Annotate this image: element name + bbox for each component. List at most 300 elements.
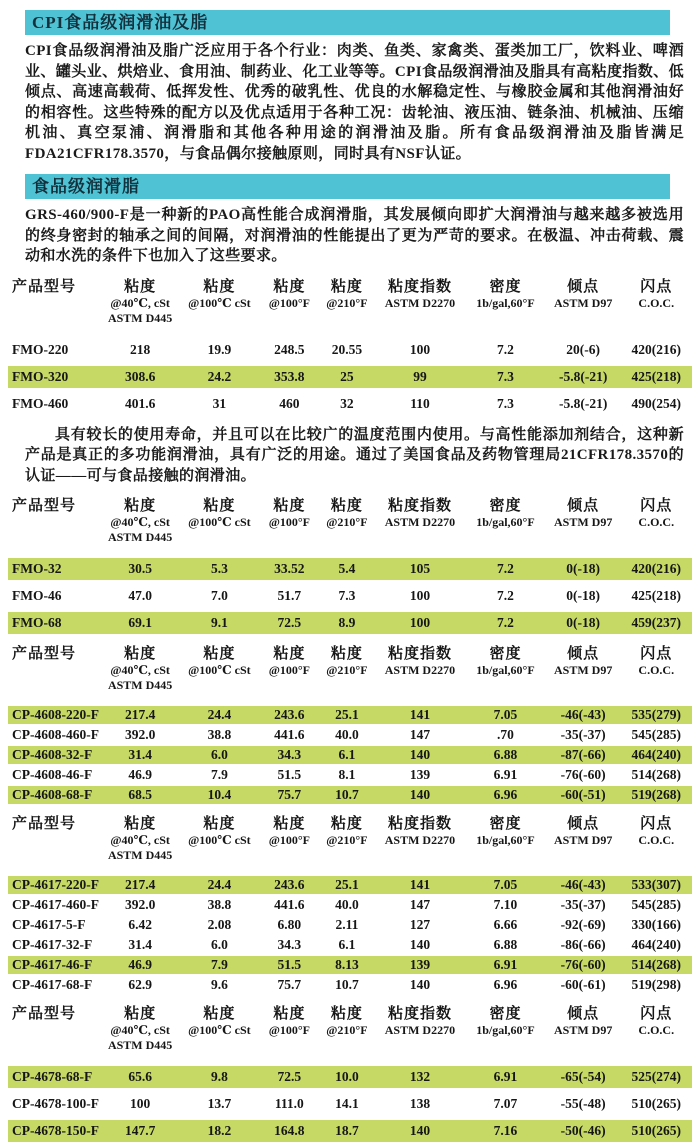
spec-value-cell: 460: [279, 395, 300, 411]
spec-value-cell: 138: [409, 1096, 431, 1111]
column-header-line: 粘度: [330, 1006, 363, 1022]
spec-value-cell: 20.55: [331, 341, 363, 357]
spec-value-cell: 24.4: [207, 707, 232, 722]
column-header-line: ASTM D97: [554, 515, 613, 529]
spec-value-cell: 7.07: [493, 1096, 518, 1111]
column-header-line: 产品型号: [12, 646, 77, 662]
spec-value-cell: 519(268): [631, 787, 681, 802]
column-header-line: 粘度指数: [387, 278, 452, 295]
column-header: [375, 498, 465, 530]
spec-value-cell: -35(-37): [560, 727, 606, 742]
spec-value-cell: 533(307): [631, 877, 681, 892]
spec-value-cell: 38.8: [207, 897, 232, 912]
column-header: [260, 1006, 319, 1038]
table-row: [8, 896, 692, 914]
spec-value-cell: 34.3: [277, 937, 302, 952]
table-row: [8, 976, 692, 994]
table-header-row: [8, 1006, 692, 1053]
table-row: [8, 726, 692, 744]
spec-value-cell: -65(-54): [560, 1069, 606, 1084]
spec-value-cell: 6.88: [493, 747, 518, 762]
column-header-line: 粘度: [203, 816, 236, 832]
spec-value-cell: .70: [497, 727, 514, 742]
column-header: [8, 498, 101, 515]
spec-value-cell: 141: [409, 877, 431, 892]
spec-value-cell: 6.42: [128, 917, 152, 932]
column-header-line: 粘度: [203, 498, 236, 514]
column-header: [179, 646, 260, 678]
column-header-line: @100°F: [268, 1023, 311, 1037]
product-model-cell: CP-4617-5-F: [12, 917, 86, 932]
column-header-line: 粘度: [330, 278, 363, 295]
product-model-cell: CP-4608-46-F: [12, 767, 93, 782]
spec-value-cell: 25.1: [335, 707, 359, 722]
table-row: [8, 876, 692, 894]
column-header-line: 1b/gal,60°F: [476, 663, 535, 677]
spec-value-cell: 10.0: [335, 1069, 359, 1084]
column-header-line: 粘度: [273, 646, 306, 662]
spec-value-cell: 69.1: [128, 615, 152, 630]
column-header: [375, 1006, 465, 1038]
spec-value-cell: 353.8: [274, 368, 305, 384]
column-header-line: ASTM D445: [107, 530, 173, 544]
spec-value-cell: 6.91: [493, 1069, 518, 1084]
column-header-line: 倾点: [567, 278, 600, 295]
spec-value-cell: 147.7: [124, 1123, 156, 1138]
column-header-line: @100℃ cSt: [188, 663, 251, 677]
spec-value-cell: 147: [409, 897, 431, 912]
spec-value-cell: 132: [409, 1069, 431, 1084]
column-header-line: 产品型号: [12, 498, 77, 514]
spec-value-cell: 110: [410, 395, 430, 411]
column-header: [8, 646, 101, 663]
table-row: [8, 612, 692, 634]
product-model-cell: FMO-220: [12, 341, 69, 357]
column-header: [319, 816, 375, 848]
column-header-line: @100°F: [268, 833, 311, 847]
column-header-line: 闪点: [640, 816, 673, 832]
spec-value-cell: 25: [340, 368, 354, 384]
spec-value-cell: 18.2: [207, 1123, 232, 1138]
column-header-line: 密度: [489, 278, 522, 295]
spec-value-cell: 441.6: [274, 897, 305, 912]
spec-value-cell: 514(268): [631, 957, 681, 972]
column-header-line: @210°F: [326, 295, 368, 310]
spec-value-cell: 510(265): [631, 1096, 681, 1111]
column-header-line: @40℃, cSt: [110, 663, 170, 677]
column-header-line: ASTM D2270: [384, 663, 456, 677]
spec-value-cell: -76(-60): [560, 767, 606, 782]
column-header: [101, 1006, 179, 1053]
product-model-cell: FMO-46: [12, 588, 62, 603]
column-header: [319, 1006, 375, 1038]
spec-value-cell: 6.88: [493, 937, 518, 952]
spec-value-cell: 6.91: [493, 767, 518, 782]
product-model-cell: CP-4678-68-F: [12, 1069, 93, 1084]
column-header-line: 闪点: [640, 1006, 673, 1022]
column-header-line: 粘度: [203, 278, 236, 295]
spec-value-cell: 7.0: [210, 588, 228, 603]
product-model-cell: FMO-460: [12, 395, 69, 411]
spec-value-cell: 140: [409, 977, 431, 992]
column-header: [620, 279, 692, 311]
column-header-line: 1b/gal,60°F: [476, 295, 535, 310]
spec-value-cell: 5.4: [338, 561, 356, 576]
spec-value-cell: 139: [409, 767, 431, 782]
spec-value-cell: 420(216): [631, 341, 681, 357]
column-header: [179, 498, 260, 530]
column-header-line: C.O.C.: [638, 515, 675, 529]
spec-value-cell: 46.9: [128, 767, 152, 782]
spec-value-cell: 10.7: [335, 977, 359, 992]
spec-value-cell: -35(-37): [560, 897, 606, 912]
table-row: [8, 366, 692, 388]
product-model-cell: CP-4678-100-F: [12, 1096, 99, 1111]
spec-value-cell: 140: [409, 1123, 431, 1138]
column-header-line: 粘度: [330, 498, 363, 514]
spec-value-cell: 7.16: [493, 1123, 518, 1138]
column-header-line: @210°F: [326, 663, 368, 677]
spec-value-cell: 111.0: [274, 1096, 304, 1111]
table-row: [8, 1120, 692, 1142]
column-header-line: @100°F: [268, 663, 311, 677]
spec-value-cell: 141: [409, 707, 431, 722]
column-header-line: ASTM D445: [107, 848, 173, 862]
spec-value-cell: 248.5: [274, 341, 305, 357]
spec-value-cell: 9.6: [210, 977, 228, 992]
column-header-line: C.O.C.: [638, 833, 675, 847]
spec-value-cell: 100: [409, 615, 431, 630]
spec-value-cell: 7.9: [210, 957, 228, 972]
column-header: [546, 1006, 621, 1038]
table-row: [8, 1093, 692, 1115]
spec-value-cell: 7.10: [493, 897, 518, 912]
spec-value-cell: 32: [340, 395, 354, 411]
column-header-line: 粘度指数: [387, 498, 452, 514]
spec-value-cell: 7.2: [497, 615, 514, 630]
table-row: [8, 956, 692, 974]
column-header-line: 倾点: [567, 646, 600, 662]
product-model-cell: CP-4617-220-F: [12, 877, 99, 892]
column-header-line: C.O.C.: [638, 295, 675, 310]
column-header-line: 粘度: [273, 278, 306, 295]
column-header: [260, 816, 319, 848]
spec-value-cell: -76(-60): [560, 957, 606, 972]
spec-value-cell: 392.0: [124, 727, 156, 742]
column-header-line: ASTM D445: [107, 1038, 173, 1052]
spec-value-cell: 19.9: [207, 341, 232, 357]
spec-value-cell: 7.2: [497, 588, 514, 603]
spec-value-cell: 105: [409, 561, 431, 576]
column-header-line: 粘度: [203, 1006, 236, 1022]
spec-value-cell: 65.6: [128, 1069, 152, 1084]
table-row: [8, 1066, 692, 1088]
column-header: [8, 279, 101, 296]
column-header-line: 产品型号: [12, 816, 77, 832]
spec-value-cell: 9.1: [210, 615, 228, 630]
spec-value-cell: -55(-48): [560, 1096, 606, 1111]
column-header-line: @210°F: [326, 515, 368, 529]
column-header-line: @100℃ cSt: [188, 515, 251, 529]
spec-value-cell: 72.5: [277, 615, 302, 630]
spec-value-cell: 6.80: [277, 917, 302, 932]
spec-value-cell: 5.3: [210, 561, 228, 576]
column-header: [620, 1006, 692, 1038]
column-header-line: 粘度: [124, 498, 157, 514]
spec-value-cell: 6.0: [210, 747, 228, 762]
column-header-line: 粘度: [124, 1006, 157, 1022]
spec-value-cell: -60(-61): [560, 977, 606, 992]
spec-value-cell: 51.5: [277, 767, 302, 782]
column-header: [319, 646, 375, 678]
spec-value-cell: 6.66: [493, 917, 518, 932]
column-header: [101, 816, 179, 863]
column-header-line: ASTM D97: [554, 833, 613, 847]
table-row: [8, 585, 692, 607]
spec-value-cell: 243.6: [274, 877, 305, 892]
column-header-line: @100℃ cSt: [188, 295, 251, 310]
spec-value-cell: 6.91: [493, 957, 518, 972]
spec-value-cell: 401.6: [124, 395, 156, 411]
spec-value-cell: 7.2: [497, 341, 514, 357]
spec-value-cell: 127: [409, 917, 431, 932]
spec-value-cell: 10.4: [207, 787, 232, 802]
spec-value-cell: 545(285): [631, 897, 681, 912]
column-header-line: 密度: [489, 816, 522, 832]
column-header-line: 产品型号: [12, 278, 77, 295]
product-model-cell: FMO-320: [12, 368, 69, 384]
column-header-line: 倾点: [567, 1006, 600, 1022]
spec-table-cp4617: [8, 816, 692, 994]
column-header-line: @100°F: [268, 515, 311, 529]
column-header-line: 1b/gal,60°F: [476, 1023, 535, 1037]
column-header: [620, 646, 692, 678]
spec-table-cp4678: [8, 1006, 692, 1142]
column-header: [546, 816, 621, 848]
spec-table-fmo-heavy: [8, 279, 692, 415]
spec-value-cell: 140: [409, 747, 431, 762]
table-header-row: [8, 816, 692, 863]
spec-value-cell: 147: [409, 727, 431, 742]
spec-value-cell: 51.5: [277, 957, 302, 972]
spec-value-cell: -60(-51): [560, 787, 606, 802]
spec-value-cell: 10.7: [335, 787, 359, 802]
spec-value-cell: 99: [413, 368, 427, 384]
spec-value-cell: 425(218): [631, 588, 681, 603]
column-header: [179, 816, 260, 848]
column-header-line: ASTM D2270: [384, 515, 456, 529]
column-header: [179, 1006, 260, 1038]
column-header-line: 密度: [489, 1006, 522, 1022]
spec-value-cell: 545(285): [631, 727, 681, 742]
spec-value-cell: -87(-66): [560, 747, 606, 762]
column-header: [375, 279, 465, 311]
table-row: [8, 786, 692, 804]
spec-value-cell: 0(-18): [566, 615, 601, 630]
column-header-line: 产品型号: [12, 1006, 77, 1022]
column-header-line: @40℃, cSt: [110, 295, 170, 310]
spec-value-cell: 510(265): [631, 1123, 681, 1138]
spec-value-cell: 2.11: [335, 917, 359, 932]
column-header: [465, 279, 546, 311]
column-header: [101, 279, 179, 326]
spec-value-cell: 6.1: [338, 937, 356, 952]
mid-paragraph: 具有较长的使用寿命，并且可以在比较广的温度范围内使用。与高性能添加剂结合，这种新产品是真正的多功能润滑油，具有广泛的用途。通过了美国食品及药物管理局21CFR178.3570的认证——可与食品接触的润滑油。: [25, 426, 684, 484]
table-row: [8, 936, 692, 954]
product-model-cell: CP-4617-46-F: [12, 957, 93, 972]
column-header: [8, 816, 101, 833]
column-header-line: ASTM D2270: [384, 1023, 456, 1037]
section2-paragraph: GRS-460/900-F是一种新的PAO高性能合成润滑脂，其发展倾向即扩大润滑油与越来越多被选用的终身密封的轴承之间的间隔，对润滑油的性能提出了更为严苛的要求。在极温、冲击荷载、震动和水洗的条件下也加入了这些要求。: [25, 207, 684, 264]
spec-value-cell: 7.05: [493, 877, 518, 892]
column-header-line: ASTM D445: [107, 678, 173, 692]
spec-value-cell: 140: [409, 937, 431, 952]
column-header-line: @100℃ cSt: [188, 833, 251, 847]
spec-value-cell: 140: [409, 787, 431, 802]
column-header-line: @40℃, cSt: [110, 833, 170, 847]
spec-value-cell: 46.9: [128, 957, 152, 972]
column-header: [465, 498, 546, 530]
spec-value-cell: 519(298): [631, 977, 681, 992]
column-header: [101, 646, 179, 693]
column-header-line: ASTM D445: [107, 310, 173, 325]
column-header-line: C.O.C.: [638, 1023, 675, 1037]
spec-value-cell: 514(268): [631, 767, 681, 782]
spec-value-cell: 164.8: [274, 1123, 305, 1138]
column-header: [620, 816, 692, 848]
column-header-line: 粘度指数: [387, 1006, 452, 1022]
spec-value-cell: -46(-43): [560, 877, 606, 892]
spec-value-cell: 535(279): [631, 707, 681, 722]
spec-value-cell: 490(254): [631, 395, 681, 411]
spec-value-cell: 441.6: [274, 727, 305, 742]
spec-value-cell: 34.3: [277, 747, 302, 762]
column-header-line: 闪点: [640, 646, 673, 662]
spec-value-cell: 7.3: [497, 395, 514, 411]
spec-value-cell: 24.2: [207, 368, 232, 384]
spec-value-cell: -50(-46): [560, 1123, 606, 1138]
spec-value-cell: 2.08: [207, 917, 232, 932]
spec-value-cell: 525(274): [631, 1069, 681, 1084]
spec-value-cell: 72.5: [277, 1069, 302, 1084]
spec-value-cell: 7.3: [497, 368, 514, 384]
column-header-line: 粘度: [273, 498, 306, 514]
spec-value-cell: 8.13: [335, 957, 359, 972]
spec-value-cell: 6.96: [493, 787, 518, 802]
spec-value-cell: 7.05: [493, 707, 518, 722]
spec-value-cell: 40.0: [335, 727, 359, 742]
column-header-line: 粘度: [330, 816, 363, 832]
spec-value-cell: 217.4: [124, 707, 156, 722]
column-header: [375, 646, 465, 678]
spec-value-cell: 13.7: [207, 1096, 232, 1111]
spec-value-cell: 100: [130, 1096, 151, 1111]
column-header-line: 粘度指数: [387, 816, 452, 832]
table-row: [8, 746, 692, 764]
spec-value-cell: 8.9: [338, 615, 356, 630]
table-row: [8, 558, 692, 580]
spec-value-cell: 75.7: [277, 977, 302, 992]
column-header: [465, 816, 546, 848]
spec-value-cell: 38.8: [207, 727, 232, 742]
spec-value-cell: 7.9: [210, 767, 228, 782]
column-header-line: ASTM D97: [554, 295, 613, 310]
column-header-line: 粘度: [124, 646, 157, 662]
spec-value-cell: 217.4: [124, 877, 156, 892]
column-header: [260, 498, 319, 530]
product-model-cell: CP-4608-220-F: [12, 707, 99, 722]
column-header: [179, 279, 260, 311]
spec-value-cell: 7.2: [497, 561, 514, 576]
product-model-cell: FMO-68: [12, 615, 62, 630]
spec-value-cell: 8.1: [338, 767, 356, 782]
column-header-line: @100℃ cSt: [188, 1023, 251, 1037]
column-header: [319, 279, 375, 311]
spec-value-cell: 25.1: [335, 877, 359, 892]
product-model-cell: CP-4608-68-F: [12, 787, 93, 802]
spec-value-cell: 464(240): [631, 747, 681, 762]
spec-value-cell: 24.4: [207, 877, 232, 892]
column-header: [375, 816, 465, 848]
table-header-row: [8, 646, 692, 693]
column-header-line: 粘度: [124, 816, 157, 832]
spec-value-cell: 30.5: [128, 561, 152, 576]
product-model-cell: CP-4608-460-F: [12, 727, 99, 742]
product-model-cell: FMO-32: [12, 561, 62, 576]
spec-value-cell: -5.8(-21): [558, 395, 608, 411]
column-header: [465, 646, 546, 678]
column-header: [101, 498, 179, 545]
spec-value-cell: 7.3: [338, 588, 356, 603]
section1-paragraph: CPI食品级润滑油及脂广泛应用于各个行业：肉类、鱼类、家禽类、蛋类加工厂，饮料业、啤酒业、罐头业、烘焙业、食用油、制药业、化工业等等。CPI食品级润滑油及脂具有高粘度指数、低倾点、高速高载荷、低挥发性、优秀的破乳性、优良的水解稳定性、与橡胶金属和其他润滑油好的相容性。这些特殊的配方以及优点适用于各种工况：齿轮油、液压油、链条油、机械油、压缩机油、真空泵浦、润滑脂和其他各种用途的润滑油及脂。所有食品级润滑油及脂皆满足FDA21CFR178.3570，与食品偶尔接触原则，同时具有NSF认证。: [25, 43, 684, 162]
section-title: 食品级润滑脂: [32, 177, 140, 196]
column-header: [546, 279, 621, 311]
spec-value-cell: 40.0: [335, 897, 359, 912]
column-header-line: 密度: [489, 646, 522, 662]
column-header-line: 密度: [489, 498, 522, 514]
column-header: [546, 646, 621, 678]
spec-value-cell: 31.4: [128, 937, 152, 952]
column-header-line: 闪点: [640, 278, 673, 295]
column-header: [546, 498, 621, 530]
spec-value-cell: -5.8(-21): [558, 368, 608, 384]
spec-value-cell: 31: [212, 395, 227, 411]
spec-table-fmo-light: [8, 498, 692, 634]
table-row: [8, 916, 692, 934]
spec-value-cell: 68.5: [128, 787, 152, 802]
spec-value-cell: 20(-6): [566, 341, 601, 357]
section-header-food-grade-grease: [25, 174, 670, 199]
column-header-line: 1b/gal,60°F: [476, 515, 535, 529]
product-model-cell: CP-4617-32-F: [12, 937, 93, 952]
spec-value-cell: -92(-69): [560, 917, 606, 932]
section-title: CPI食品级润滑油及脂: [32, 13, 209, 32]
column-header-line: @210°F: [326, 1023, 368, 1037]
column-header: [465, 1006, 546, 1038]
section-header-oils-and-greases: [25, 10, 670, 35]
column-header-line: 闪点: [640, 498, 673, 514]
spec-value-cell: 100: [409, 588, 431, 603]
column-header-line: @210°F: [326, 833, 368, 847]
spec-value-cell: 0(-18): [566, 561, 601, 576]
product-model-cell: CP-4617-68-F: [12, 977, 93, 992]
spec-value-cell: 31.4: [128, 747, 152, 762]
column-header-line: 粘度: [273, 816, 306, 832]
column-header-line: ASTM D97: [554, 663, 613, 677]
column-header-line: ASTM D2270: [384, 295, 456, 310]
column-header-line: 倾点: [567, 816, 600, 832]
spec-value-cell: 459(237): [631, 615, 681, 630]
